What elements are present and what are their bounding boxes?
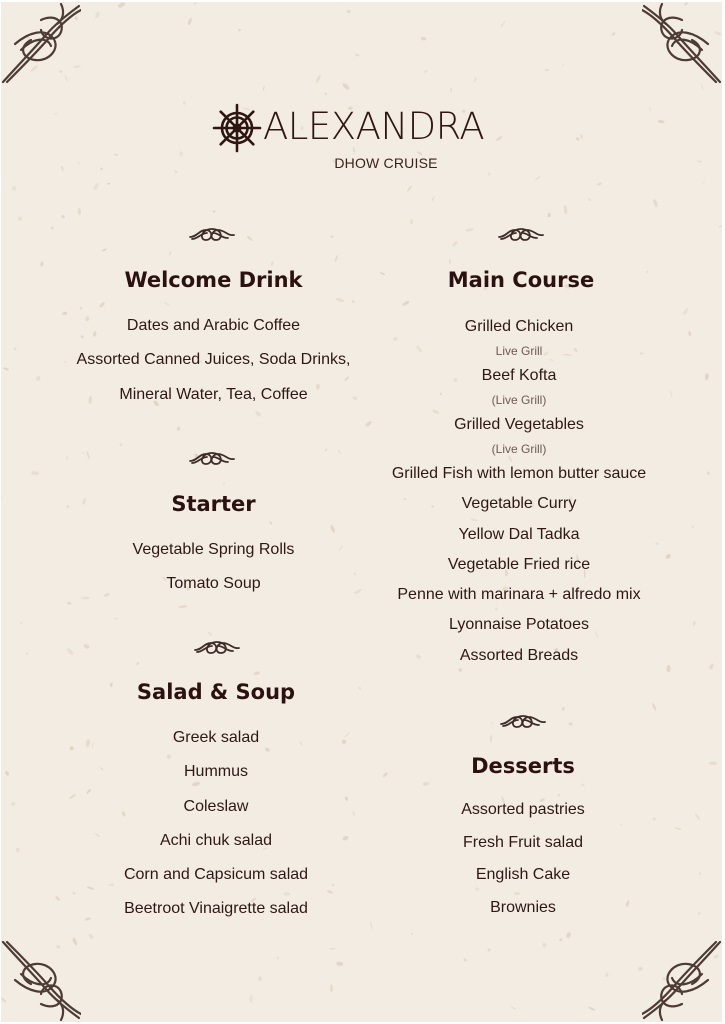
list-item xyxy=(369,316,669,365)
knot-divider-icon xyxy=(498,224,544,246)
dish-name: Grilled Fish with lemon butter sauce xyxy=(391,465,647,482)
desserts-title: Desserts xyxy=(471,754,575,778)
menu-page xyxy=(1,2,722,1022)
knot-divider-icon xyxy=(189,448,235,470)
brand-subtitle: DHOW CRUISE xyxy=(334,155,438,171)
rope-knot-icon xyxy=(642,938,722,1022)
dish-name: Grilled Chicken xyxy=(464,318,574,335)
dish-note: (Live Grill) xyxy=(491,393,547,407)
knot-divider-icon xyxy=(194,637,240,659)
list-item: Assorted Canned Juices, Soda Drinks, xyxy=(76,351,351,369)
list-item: Coleslaw xyxy=(183,797,249,815)
list-item xyxy=(369,463,669,493)
list-item: Hummus xyxy=(183,763,248,781)
list-item: Mineral Water, Tea, Coffee xyxy=(119,385,308,403)
dish-note: Live Grill xyxy=(495,344,543,358)
list-item xyxy=(369,414,669,463)
dish-name: Grilled Vegetables xyxy=(454,416,584,433)
list-item: Achi chuk salad xyxy=(159,831,273,849)
dish-note: (Live Grill) xyxy=(491,442,547,456)
list-item xyxy=(369,614,669,644)
brand-logo xyxy=(211,98,521,178)
list-item xyxy=(369,365,669,414)
list-item: Assorted pastries xyxy=(461,801,585,818)
rope-knot-icon xyxy=(1,938,81,1022)
dish-name: Beef Kofta xyxy=(481,367,557,384)
list-item: Vegetable Spring Rolls xyxy=(132,541,295,558)
list-item: Fresh Fruit salad xyxy=(462,833,584,851)
list-item: Dates and Arabic Coffee xyxy=(126,317,301,334)
dish-name: Assorted Breads xyxy=(459,646,579,664)
main-course-list xyxy=(369,316,669,675)
list-item: Brownies xyxy=(490,899,556,917)
rope-knot-icon xyxy=(642,2,722,86)
salad-soup-list xyxy=(41,727,391,933)
welcome-drink-title: Welcome Drink xyxy=(124,268,303,292)
list-item xyxy=(369,645,669,675)
list-item: English Cake xyxy=(475,866,571,884)
dish-name: Penne with marinara + alfredo mix xyxy=(397,586,641,604)
dish-name: Vegetable Curry xyxy=(461,495,577,513)
starter-list xyxy=(41,539,386,608)
main-course-title: Main Course xyxy=(447,268,595,292)
dish-name: Yellow Dal Tadka xyxy=(458,525,580,543)
list-item: Beetroot Vinaigrette salad xyxy=(124,900,308,918)
dish-name: Vegetable Fried rice xyxy=(447,555,591,573)
list-item: Corn and Capsicum salad xyxy=(123,866,309,884)
list-item: Tomato Soup xyxy=(166,575,261,593)
starter-title: Starter xyxy=(171,492,256,516)
knot-divider-icon xyxy=(500,711,546,733)
salad-soup-title: Salad & Soup xyxy=(136,680,296,704)
welcome-drink-list xyxy=(41,315,386,418)
list-item: Greek salad xyxy=(172,729,260,746)
rope-knot-icon xyxy=(1,2,81,86)
list-item xyxy=(369,493,669,523)
list-item xyxy=(369,554,669,584)
ship-wheel-icon xyxy=(211,102,263,154)
dish-name: Lyonnaise Potatoes xyxy=(449,616,589,634)
knot-divider-icon xyxy=(189,224,235,246)
list-item xyxy=(369,584,669,614)
brand-name: ALEXANDRA xyxy=(263,105,485,148)
desserts-list xyxy=(373,799,673,930)
list-item xyxy=(369,524,669,554)
